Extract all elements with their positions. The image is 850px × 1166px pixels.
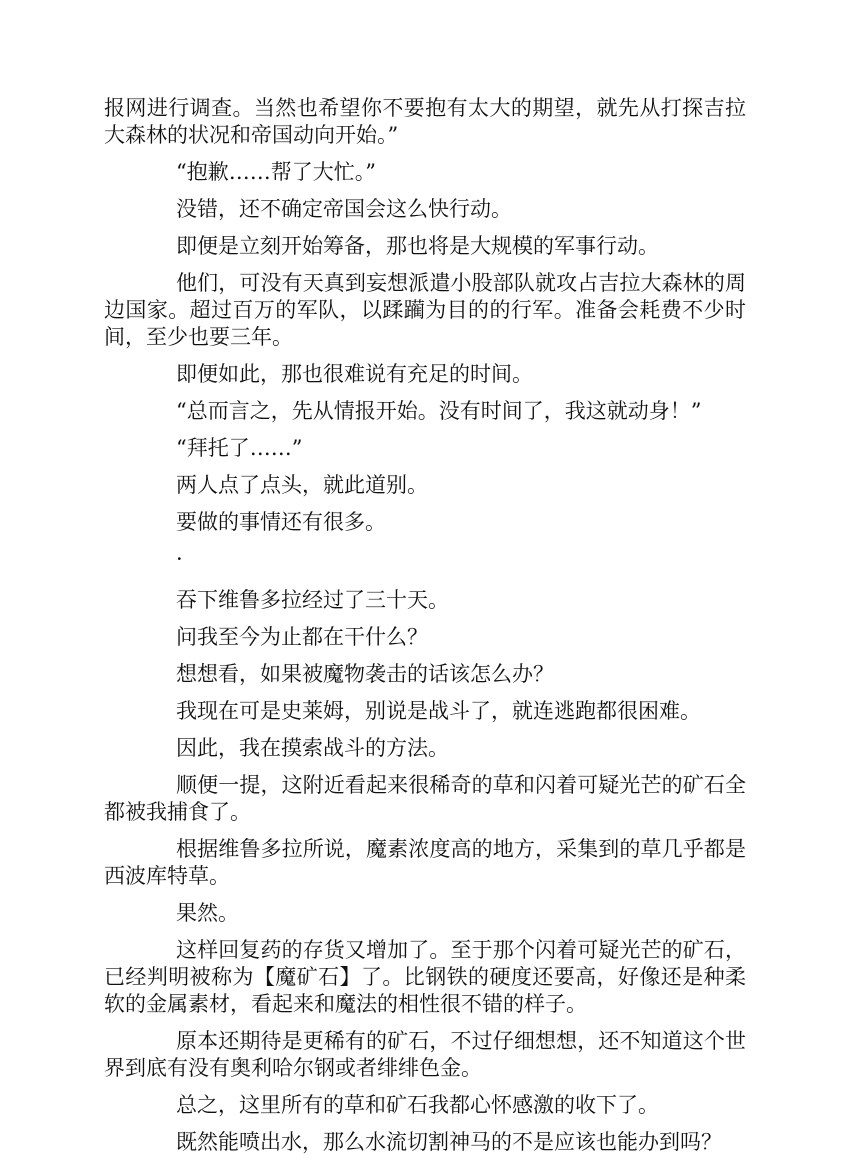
paragraph: 总之，这里所有的草和矿石我都心怀感激的收下了。 [176, 1093, 659, 1117]
paragraph: 我现在可是史莱姆，别说是战斗了，就连逃跑都很困难。 [176, 699, 701, 723]
paragraph: 没错，还不确定帝国会这么快行动。 [176, 197, 512, 221]
paragraph: 两人点了点头，就此道别。 [176, 473, 428, 497]
paragraph: 想想看，如果被魔物袭击的话该怎么办？ [176, 662, 554, 686]
paragraph: 报网进行调查。当然也希望你不要抱有太大的期望，就先从打探吉拉大森林的状况和帝国动向开始。” [104, 96, 746, 147]
paragraph: 原本还期待是更稀有的矿石，不过仔细想想，还不知道这个世界到底有没有奥利哈尔钢或者绯绯色金。 [104, 1029, 746, 1080]
paragraph: 他们，可没有天真到妄想派遣小股部队就攻占吉拉大森林的周边国家。超过百万的军队，以蹂躏为目的的行军。准备会耗费不少时间，至少也要三年。 [104, 271, 746, 349]
paragraph: “抱歉……帮了大忙。” [176, 160, 376, 184]
paragraph: “总而言之，先从情报开始。没有时间了，我这就动身！” [176, 399, 702, 423]
paragraph: 即便是立刻开始筹备，那也将是大规模的军事行动。 [176, 234, 659, 258]
section-separator: · [176, 547, 183, 571]
paragraph: 问我至今为止都在干什么？ [176, 625, 428, 649]
paragraph: 因此，我在摸索战斗的方法。 [176, 736, 449, 760]
paragraph: 即便如此，那也很难说有充足的时间。 [176, 362, 533, 386]
paragraph: 根据维鲁多拉所说，魔素浓度高的地方，采集到的草几乎都是西波库特草。 [104, 837, 746, 888]
paragraph: 果然。 [176, 901, 239, 925]
paragraph: 既然能喷出水，那么水流切割神马的不是应该也能办到吗？ [176, 1130, 722, 1154]
document-body [104, 95, 746, 1166]
paragraph: 要做的事情还有很多。 [176, 510, 386, 534]
paragraph: 吞下维鲁多拉经过了三十天。 [176, 588, 449, 612]
paragraph: 这样回复药的存货又增加了。至于那个闪着可疑光芒的矿石，已经判明被称为【魔矿石】了。比钢铁的硬度还要高，好像还是种柔软的金属素材，看起来和魔法的相性很不错的样子。 [104, 938, 746, 1016]
paragraph: “拜托了……” [176, 436, 303, 460]
paragraph: 顺便一提，这附近看起来很稀奇的草和闪着可疑光芒的矿石全都被我捕食了。 [104, 773, 746, 824]
